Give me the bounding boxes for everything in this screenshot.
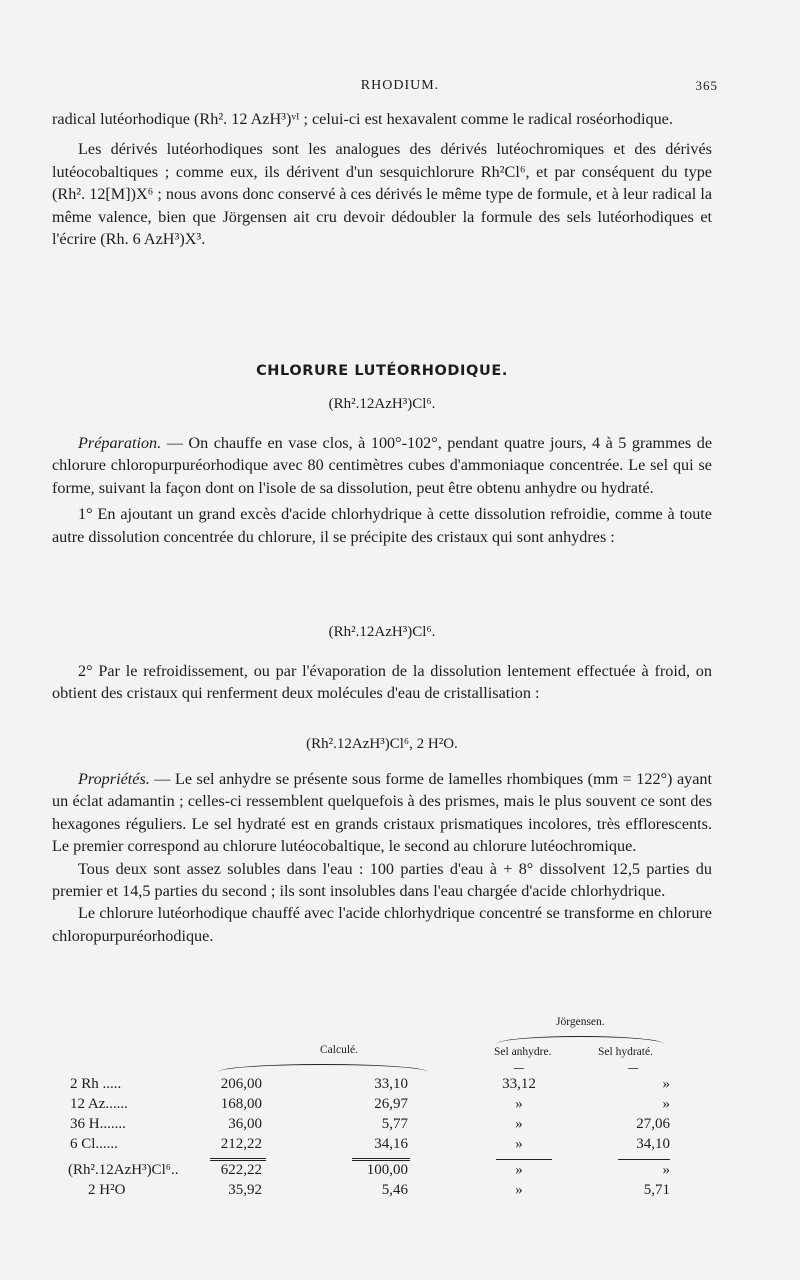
row-pct: 5,77 <box>381 1116 408 1132</box>
brace-calcule <box>218 1064 428 1073</box>
proprietes-text <box>52 768 712 947</box>
proprietes-body: — Le sel anhydre se présente sous forme de lamelles rhombiques (mm = 122°) ayant un éclat adamantin ; celles-ci ressemblent quelquefois à des prismes, mais le plus souvent ce sont des hexagones réguliers. Le sel hydraté est en grands cristaux prismatiques incolores, très efflorescents. Le premier correspond au chlorure lutéocobaltique, le second au chlorure lutéochromique. <box>52 770 712 856</box>
row-hydrate: 5,71 <box>643 1182 670 1198</box>
sum-rule-pct <box>352 1158 410 1159</box>
row-pct: 26,97 <box>374 1096 408 1112</box>
analysis-table <box>52 1012 752 1212</box>
row-calc: 35,92 <box>228 1182 262 1198</box>
row-label: 6 Cl...... <box>70 1136 118 1152</box>
section-formula: (Rh².12AzH³)Cl⁶. <box>328 396 436 412</box>
paragraph-proprietes <box>52 768 712 858</box>
row-pct: 33,10 <box>374 1076 408 1092</box>
row-calc: 206,00 <box>220 1076 262 1092</box>
sum-rule-anhydre <box>496 1159 552 1160</box>
paragraph-item1: 1° En ajoutant un grand excès d'acide chlorhydrique à cette dissolution refroidie, comme à toute autre dissolution concentrée du chlorure, il se précipite des cristaux qui sont anhydres : <box>52 505 712 546</box>
paragraph-transformation: Le chlorure lutéorhodique chauffé avec l'acide chlorhydrique concentré se transforme en chlorure chloropurpuréorhodique. <box>52 904 712 945</box>
row-anhydre: » <box>515 1182 523 1198</box>
sum-rule-calc-2 <box>210 1160 266 1161</box>
row-calc: 168,00 <box>220 1096 262 1112</box>
preparation-label: Préparation. <box>78 434 162 452</box>
row-label: (Rh².12AzH³)Cl⁶.. <box>68 1162 179 1178</box>
row-hydrate: » <box>662 1076 670 1092</box>
row-calc: 212,22 <box>220 1136 262 1152</box>
paragraph-derives: Les dérivés lutéorhodiques sont les analogues des dérivés lutéochromiques et des dérivés lutéocobaltiques ; comme eux, ils dérivent d'un sesquichlorure Rh²Cl⁶, et par conséquent du type (Rh². 12[M])X⁶ ; nous avons donc conservé à ces dérivés le même type de formule, et à leur radical la même valence, bien que Jörgensen ait cru devoir dédoubler la formule des sels lutéorhodiques et l'écrire (Rh. 6 AzH³)X³. <box>52 140 713 249</box>
dash-hydrate <box>628 1068 638 1069</box>
page-number: 365 <box>695 78 718 93</box>
row-anhydre: 33,12 <box>502 1076 536 1092</box>
header-calcule: Calculé. <box>320 1044 358 1056</box>
row-calc: 36,00 <box>228 1116 262 1132</box>
paragraph-preparation <box>52 432 712 499</box>
header-sel-anhydre: Sel anhydre. <box>494 1046 552 1058</box>
brace-jorgensen <box>496 1036 664 1045</box>
row-label: 2 H²O <box>88 1182 126 1198</box>
preparation-body: — On chauffe en vase clos, à 100°-102°, pendant quatre jours, 4 à 5 grammes de chlorure chloropurpuréorhodique avec 80 centimètres cubes d'ammoniaque concentrée. Le sel qui se forme, suivant la façon dont on l'isole de sa dissolution, peut être obtenu anhydre ou hydraté. <box>52 434 712 497</box>
sum-rule-calc <box>210 1158 266 1159</box>
preparation-text <box>52 432 712 548</box>
row-anhydre: » <box>515 1096 523 1112</box>
formula-hydrate: (Rh².12AzH³)Cl⁶, 2 H²O. <box>306 736 458 752</box>
row-hydrate: 34,10 <box>636 1136 670 1152</box>
dash-anhydre <box>514 1068 524 1069</box>
intro-text <box>52 108 712 250</box>
row-hydrate: » <box>662 1096 670 1112</box>
row-pct: 100,00 <box>366 1162 408 1178</box>
formula-anhydre: (Rh².12AzH³)Cl⁶. <box>328 624 436 640</box>
row-hydrate: » <box>662 1162 670 1178</box>
row-hydrate: 27,06 <box>636 1116 670 1132</box>
row-label: 12 Az...... <box>70 1096 128 1112</box>
row-pct: 34,16 <box>374 1136 408 1152</box>
item2-text <box>52 660 712 705</box>
header-sel-hydrate: Sel hydraté. <box>598 1046 653 1058</box>
sum-rule-pct-2 <box>352 1160 410 1161</box>
row-label: 36 H....... <box>70 1116 126 1132</box>
sum-rule-hydrate <box>618 1159 670 1160</box>
paragraph-item2: 2° Par le refroidissement, ou par l'évaporation de la dissolution lentement effectuée à froid, on obtient des cristaux qui renferment deux molécules d'eau de cristallisation : <box>52 662 712 703</box>
header-jorgensen: Jörgensen. <box>556 1016 605 1028</box>
running-title: RHODIUM. <box>360 78 440 93</box>
row-label: 2 Rh ..... <box>70 1076 122 1092</box>
paragraph-solubilite: Tous deux sont assez solubles dans l'eau : 100 parties d'eau à + 8° dissolvent 12,5 parties du premier et 14,5 parties du second ; ils sont insolubles dans l'eau chargée d'acide chlorhydrique. <box>52 859 712 901</box>
row-calc: 622,22 <box>220 1162 262 1178</box>
running-head <box>0 78 800 98</box>
proprietes-label: Propriétés. <box>78 770 150 788</box>
row-anhydre: » <box>515 1162 523 1178</box>
paragraph-radical: radical lutéorhodique (Rh². 12 AzH³)ᵛᴵ ; celui-ci est hexavalent comme le radical roséorhodique. <box>52 110 673 128</box>
row-anhydre: » <box>515 1136 523 1152</box>
row-pct: 5,46 <box>381 1182 408 1198</box>
row-anhydre: » <box>515 1116 523 1132</box>
section-heading: CHLORURE LUTÉORHODIQUE. <box>256 363 508 379</box>
